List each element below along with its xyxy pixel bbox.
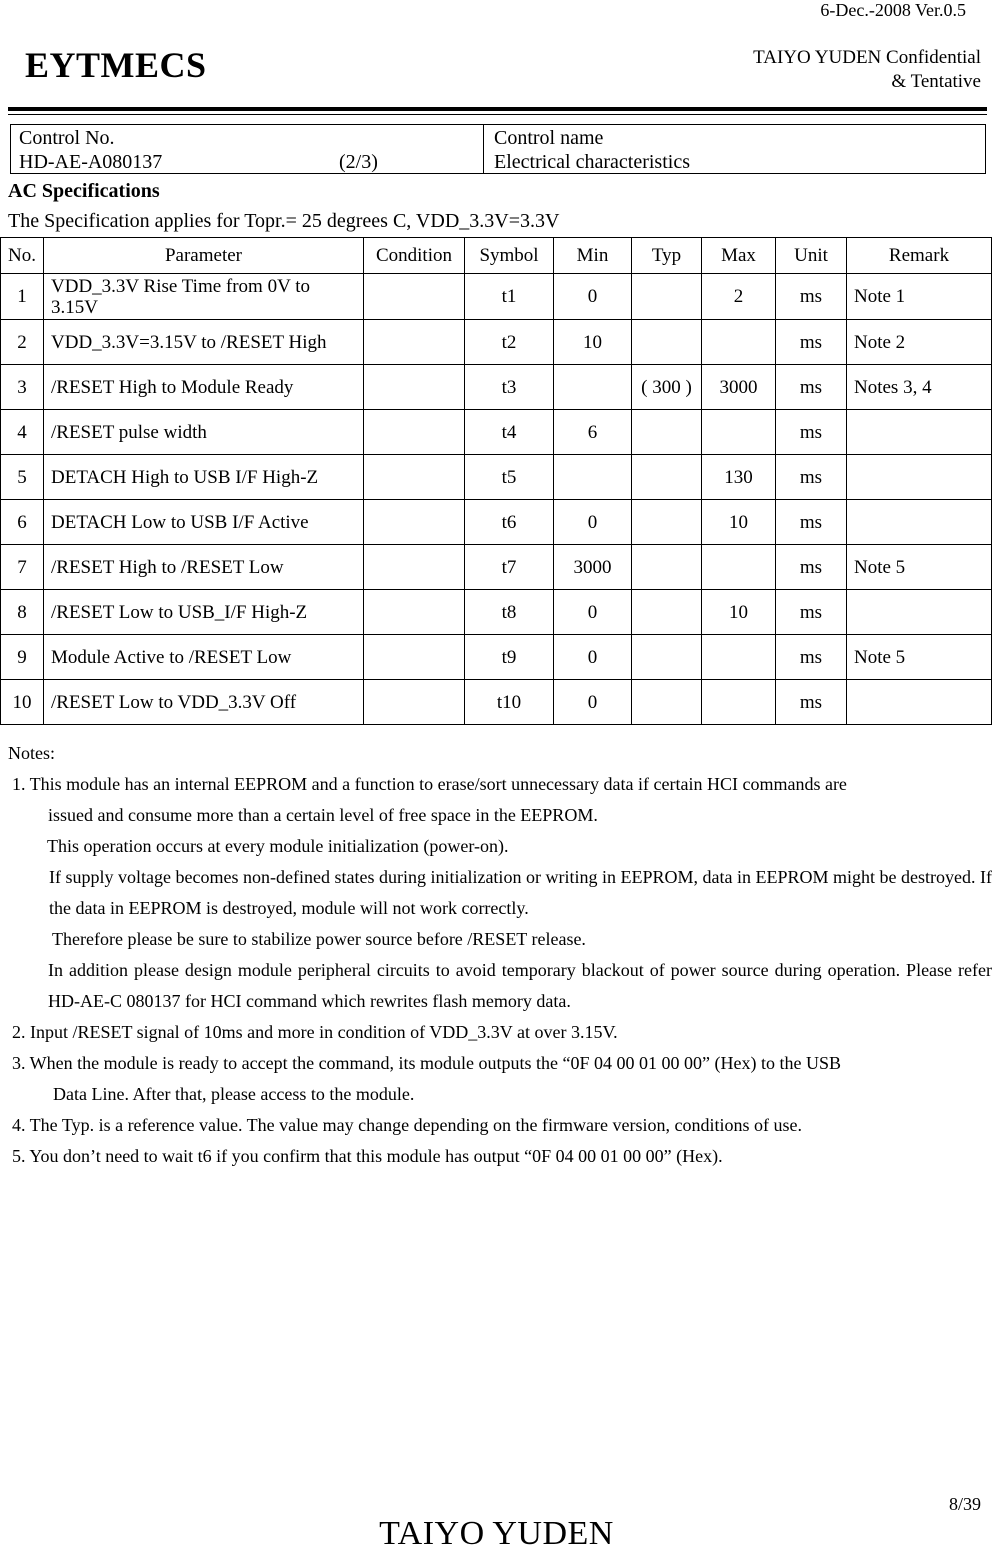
cell-max: 10	[702, 590, 776, 635]
cell-no: 5	[1, 455, 44, 500]
table-row	[1, 500, 992, 545]
footer-company: TAIYO YUDEN	[379, 1515, 614, 1552]
cell-unit: ms	[776, 590, 847, 635]
cell-typ	[632, 590, 702, 635]
cell-parameter: /RESET High to Module Ready	[44, 365, 364, 410]
table-row	[1, 410, 992, 455]
cell-max: 10	[702, 500, 776, 545]
cell-symbol: t4	[465, 410, 554, 455]
cell-unit: ms	[776, 500, 847, 545]
cell-no: 4	[1, 410, 44, 455]
cell-condition	[364, 410, 465, 455]
cell-condition	[364, 320, 465, 365]
cell-remark	[847, 455, 992, 500]
notes-section	[8, 738, 992, 1172]
cell-parameter: /RESET Low to VDD_3.3V Off	[44, 680, 364, 725]
cell-remark: Note 5	[847, 635, 992, 680]
cell-min: 10	[554, 320, 632, 365]
cell-min: 0	[554, 590, 632, 635]
cell-symbol: t1	[465, 274, 554, 320]
header-parameter: Parameter	[44, 238, 364, 274]
cell-unit: ms	[776, 365, 847, 410]
cell-remark	[847, 590, 992, 635]
header-typ: Typ	[632, 238, 702, 274]
note-3-line-2: Data Line. After that, please access to the module.	[53, 1084, 415, 1104]
cell-symbol: t9	[465, 635, 554, 680]
cell-symbol: t7	[465, 545, 554, 590]
cell-max: 2	[702, 274, 776, 320]
cell-unit: ms	[776, 274, 847, 320]
cell-min: 6	[554, 410, 632, 455]
table-row	[1, 545, 992, 590]
control-no-value: HD-AE-A080137	[19, 151, 163, 173]
header-min: Min	[554, 238, 632, 274]
note-4: 4. The Typ. is a reference value. The value may change depending on the firmware version, conditions of use.	[12, 1115, 802, 1135]
note-2: 2. Input /RESET signal of 10ms and more in condition of VDD_3.3V at over 3.15V.	[12, 1022, 618, 1042]
tentative-label: & Tentative	[891, 71, 981, 92]
cell-no: 2	[1, 320, 44, 365]
cell-max	[702, 635, 776, 680]
cell-unit: ms	[776, 320, 847, 365]
cell-max: 3000	[702, 365, 776, 410]
header-max: Max	[702, 238, 776, 274]
cell-max	[702, 680, 776, 725]
cell-parameter: /RESET Low to USB_I/F High-Z	[44, 590, 364, 635]
cell-typ	[632, 320, 702, 365]
cell-parameter: DETACH High to USB I/F High-Z	[44, 455, 364, 500]
header-symbol: Symbol	[465, 238, 554, 274]
cell-no: 8	[1, 590, 44, 635]
cell-no: 6	[1, 500, 44, 545]
cell-symbol: t2	[465, 320, 554, 365]
date-version: 6-Dec.-2008 Ver.0.5	[820, 0, 966, 20]
cell-no: 9	[1, 635, 44, 680]
note-1-line-3: This operation occurs at every module initialization (power-on).	[47, 836, 509, 856]
cell-remark: Note 5	[847, 545, 992, 590]
cell-remark: Note 2	[847, 320, 992, 365]
section-title: AC Specifications	[8, 180, 160, 202]
note-5: 5. You don’t need to wait t6 if you confirm that this module has output “0F 04 00 01 00 00” (Hex).	[12, 1146, 723, 1166]
cell-parameter: /RESET High to /RESET Low	[44, 545, 364, 590]
cell-typ	[632, 635, 702, 680]
note-1-paragraph-2: If supply voltage becomes non-defined states during initialization or writing in EEPROM, data in EEPROM might be destroyed. If the data in EEPROM is destroyed, module will not work correctly.	[49, 867, 992, 918]
cell-typ	[632, 274, 702, 320]
note-1-line-6: Therefore please be sure to stabilize power source before /RESET release.	[52, 929, 586, 949]
header-remark: Remark	[847, 238, 992, 274]
header-no: No.	[1, 238, 44, 274]
header-unit: Unit	[776, 238, 847, 274]
cell-min: 0	[554, 635, 632, 680]
cell-remark: Note 1	[847, 274, 992, 320]
cell-max	[702, 545, 776, 590]
ac-spec-table	[0, 237, 992, 725]
control-no-label: Control No.	[19, 127, 115, 149]
cell-min	[554, 365, 632, 410]
cell-typ	[632, 500, 702, 545]
table-row	[1, 274, 992, 320]
company-logo: EYTMECS	[25, 45, 207, 85]
cell-condition	[364, 680, 465, 725]
control-box	[10, 124, 986, 174]
cell-typ	[632, 545, 702, 590]
cell-min: 0	[554, 500, 632, 545]
cell-parameter: /RESET pulse width	[44, 410, 364, 455]
cell-no: 3	[1, 365, 44, 410]
cell-typ	[632, 680, 702, 725]
table-row	[1, 635, 992, 680]
cell-parameter: VDD_3.3V=3.15V to /RESET High	[44, 320, 364, 365]
cell-max: 130	[702, 455, 776, 500]
control-page-part: (2/3)	[339, 151, 378, 173]
cell-condition	[364, 455, 465, 500]
cell-max	[702, 410, 776, 455]
cell-unit: ms	[776, 455, 847, 500]
cell-remark	[847, 410, 992, 455]
page-number: 8/39	[948, 1494, 981, 1514]
cell-min: 3000	[554, 545, 632, 590]
control-name-label: Control name	[494, 127, 604, 149]
cell-min	[554, 455, 632, 500]
cell-typ	[632, 455, 702, 500]
header-condition: Condition	[364, 238, 465, 274]
cell-no: 10	[1, 680, 44, 725]
cell-unit: ms	[776, 680, 847, 725]
cell-max	[702, 320, 776, 365]
cell-parameter: DETACH Low to USB I/F Active	[44, 500, 364, 545]
cell-condition	[364, 635, 465, 680]
cell-condition	[364, 274, 465, 320]
note-1-line-2: issued and consume more than a certain level of free space in the EEPROM.	[48, 805, 598, 825]
control-box-divider	[483, 125, 484, 173]
cell-condition	[364, 590, 465, 635]
table-row	[1, 365, 992, 410]
header-divider-thin	[8, 114, 987, 115]
cell-parameter: Module Active to /RESET Low	[44, 635, 364, 680]
note-1-line-1: 1. This module has an internal EEPROM and a function to erase/sort unnecessary data if certain HCI commands are	[12, 774, 847, 794]
cell-parameter: VDD_3.3V Rise Time from 0V to 3.15V	[44, 274, 364, 320]
cell-remark: Notes 3, 4	[847, 365, 992, 410]
cell-unit: ms	[776, 410, 847, 455]
cell-condition	[364, 545, 465, 590]
control-name-value: Electrical characteristics	[494, 151, 690, 173]
confidential-label: TAIYO YUDEN Confidential	[753, 47, 981, 68]
note-1-paragraph-3: In addition please design module peripheral circuits to avoid temporary blackout of power source during operation. Please refer HD-AE-C 080137 for HCI command which rewrites flash memory data.	[48, 960, 992, 1011]
cell-typ: ( 300 )	[632, 365, 702, 410]
cell-unit: ms	[776, 635, 847, 680]
cell-typ	[632, 410, 702, 455]
table-header-row	[1, 238, 992, 274]
cell-no: 7	[1, 545, 44, 590]
notes-title: Notes:	[8, 743, 55, 763]
note-3-line-1: 3. When the module is ready to accept the command, its module outputs the “0F 04 00 01 00 00” (Hex) to the USB	[12, 1053, 842, 1073]
cell-min: 0	[554, 274, 632, 320]
header-divider-thick	[8, 107, 987, 111]
cell-no: 1	[1, 274, 44, 320]
cell-min: 0	[554, 680, 632, 725]
cell-symbol: t10	[465, 680, 554, 725]
cell-symbol: t8	[465, 590, 554, 635]
cell-remark	[847, 680, 992, 725]
cell-unit: ms	[776, 545, 847, 590]
table-row	[1, 590, 992, 635]
cell-remark	[847, 500, 992, 545]
cell-symbol: t5	[465, 455, 554, 500]
table-row	[1, 320, 992, 365]
table-row	[1, 680, 992, 725]
cell-condition	[364, 365, 465, 410]
spec-conditions: The Specification applies for Topr.= 25 degrees C, VDD_3.3V=3.3V	[8, 210, 560, 232]
cell-symbol: t6	[465, 500, 554, 545]
cell-condition	[364, 500, 465, 545]
cell-symbol: t3	[465, 365, 554, 410]
table-row	[1, 455, 992, 500]
